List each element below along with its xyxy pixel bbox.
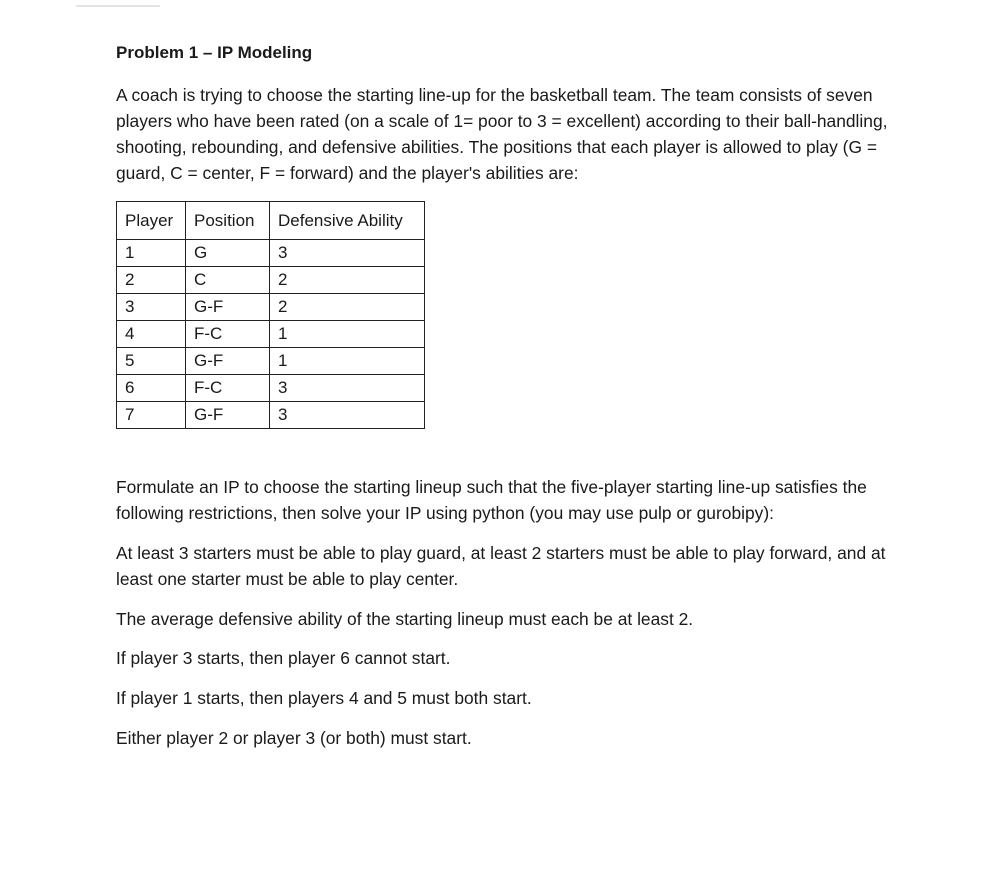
cell-position: F-C [186,375,270,402]
table-row [117,375,425,402]
intro-paragraph: A coach is trying to choose the starting line-up for the basketball team. The team consists of seven players who have been rated (on a scale of 1= poor to 3 = excellent) according to their ball-handling, shooting, rebounding, and defensive abilities. The positions that each player is allowed to play (G = guard, C = center, F = forward) and the player's abilities are: [116,85,888,183]
table-row [117,240,425,267]
table-row [117,402,425,429]
cell-position: G-F [186,348,270,375]
formulate-paragraph: Formulate an IP to choose the starting lineup such that the five-player starting line-up satisfies the following restrictions, then solve your IP using python (you may use pulp or gurobipy): [116,477,867,523]
restriction-player2-or-3: Either player 2 or player 3 (or both) must start. [116,728,472,748]
table-row [117,294,425,321]
cell-player: 2 [117,267,186,294]
cell-position: C [186,267,270,294]
cell-defensive-ability: 3 [270,375,425,402]
cell-defensive-ability: 1 [270,348,425,375]
cell-position: F-C [186,321,270,348]
header-player: Player [117,202,186,240]
cell-player: 4 [117,321,186,348]
cell-player: 5 [117,348,186,375]
restriction-player3-player6: If player 3 starts, then player 6 cannot start. [116,648,451,668]
restriction-defense: The average defensive ability of the starting lineup must each be at least 2. [116,609,694,629]
cell-player: 1 [117,240,186,267]
cell-defensive-ability: 1 [270,321,425,348]
cell-defensive-ability: 3 [270,402,425,429]
cell-defensive-ability: 3 [270,240,425,267]
cell-player: 3 [117,294,186,321]
cell-player: 6 [117,375,186,402]
table-row [117,348,425,375]
cell-position: G-F [186,402,270,429]
cell-defensive-ability: 2 [270,267,425,294]
table-row [117,267,425,294]
table-header-row [117,202,425,240]
problem-title: Problem 1 – IP Modeling [116,43,313,62]
header-position: Position [186,202,270,240]
header-defensive-ability: Defensive Ability [270,202,425,240]
players-table [116,201,425,429]
top-divider [76,5,160,7]
cell-position: G [186,240,270,267]
restriction-positions: At least 3 starters must be able to play guard, at least 2 starters must be able to play forward, and at least one starter must be able to play center. [116,543,886,589]
cell-position: G-F [186,294,270,321]
cell-defensive-ability: 2 [270,294,425,321]
table-row [117,321,425,348]
cell-player: 7 [117,402,186,429]
restriction-player1-players4-5: If player 1 starts, then players 4 and 5 must both start. [116,688,532,708]
